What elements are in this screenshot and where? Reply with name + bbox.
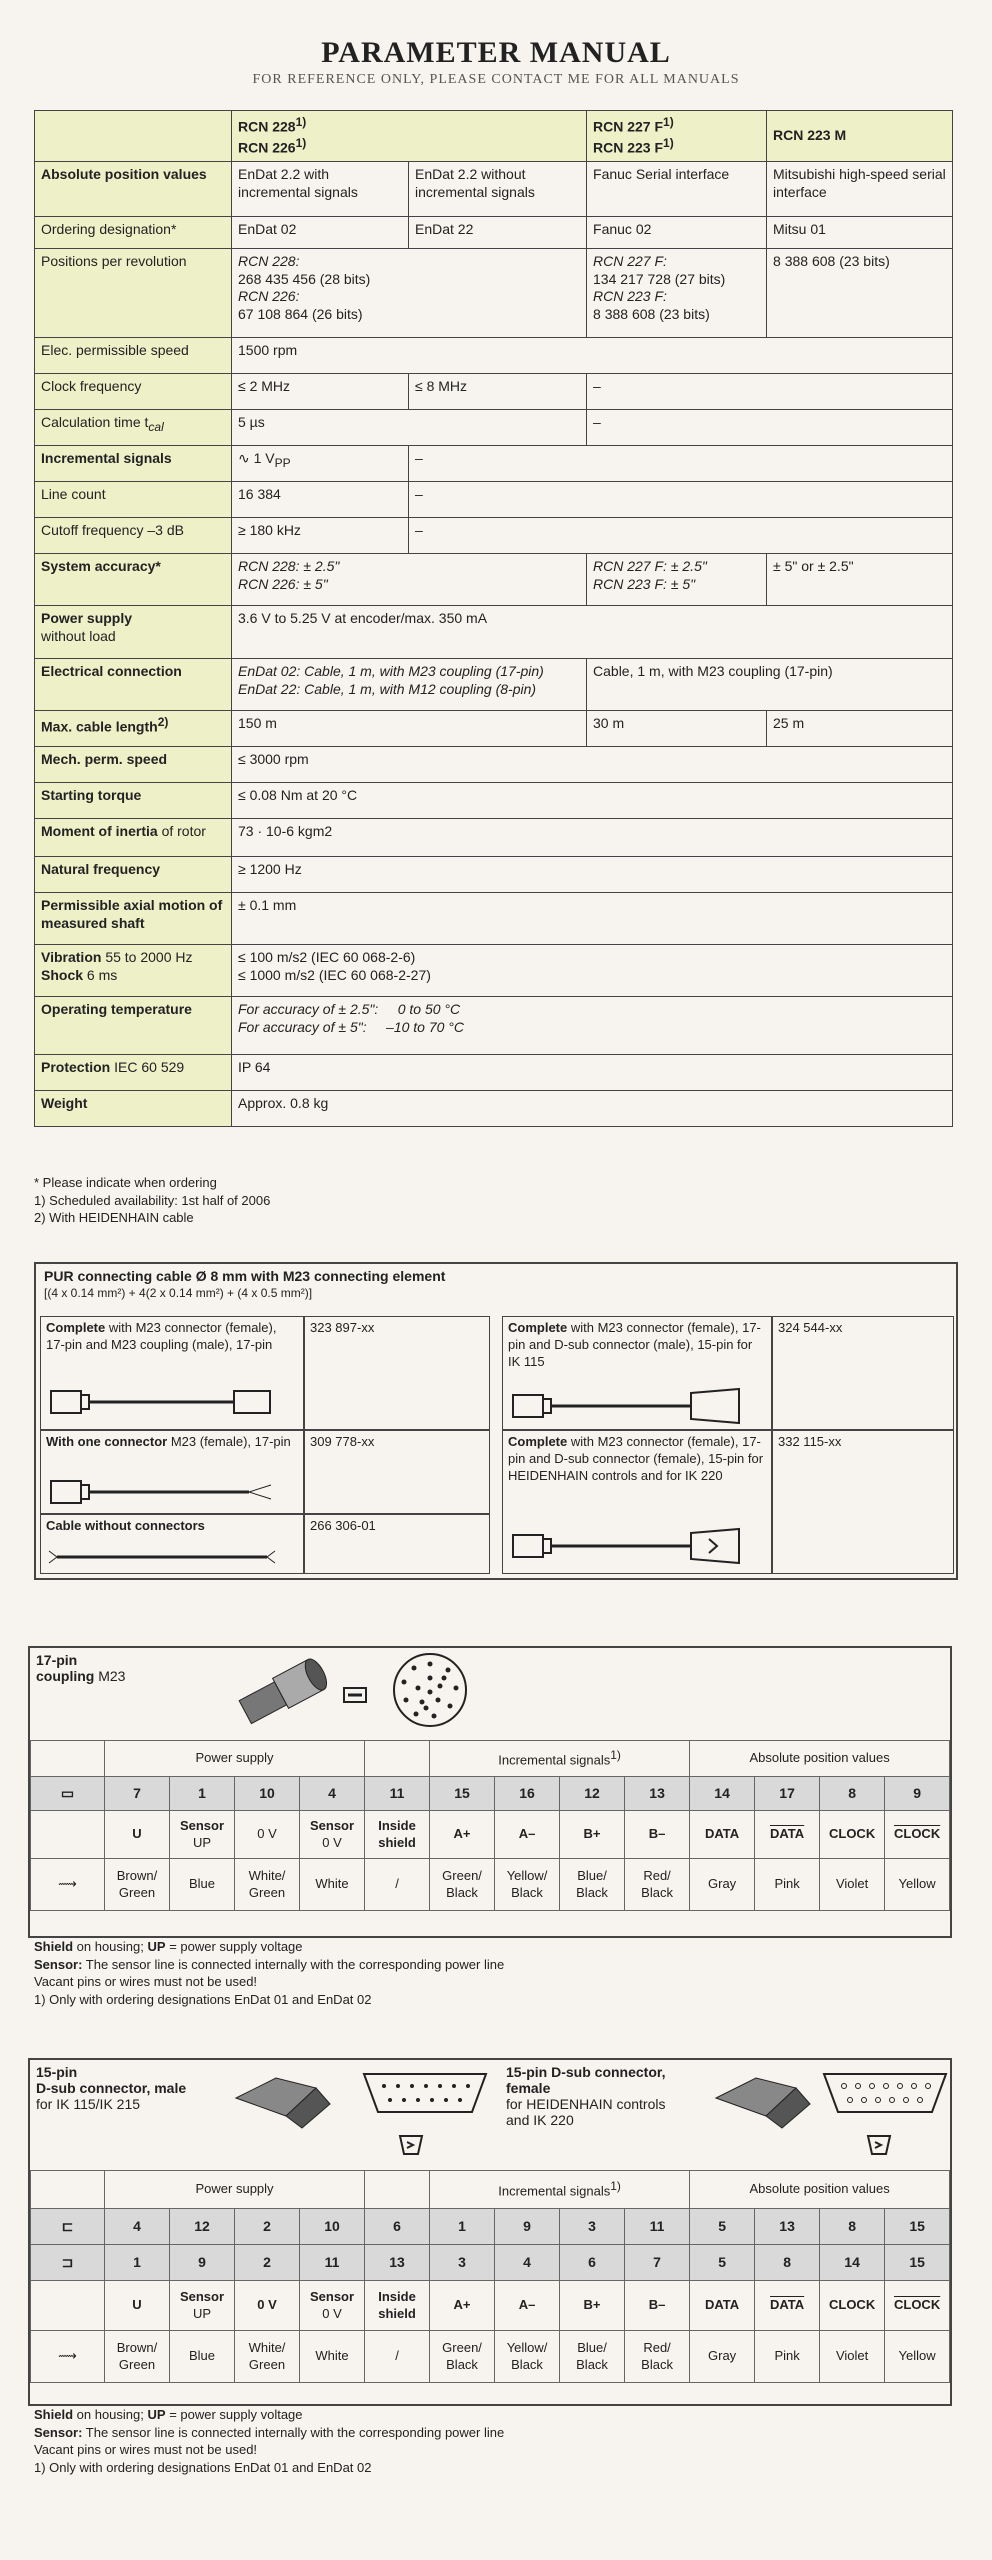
spec-row: Elec. permissible speed 1500 rpm	[35, 338, 953, 374]
coupling-row-icon: ▭	[31, 1777, 105, 1811]
pin15-table: Power supply Incremental signals$^{1)}$ Absolute position values ⊏ 4 12 2 10 6 1 9 3 11 5 13 8 15 ⊐ 1 9 2 11 13 3 4 6 7 5 8 14 15 U Sensor UP 0 V Sensor 0 V Inside shield A+ A– B+ B– DATA DATA CLOCK CLOCK ⟿ Brown/ Green Blue White/ Green White / Green/ Black Yellow/ Black Blue/ Black Red/ Black Gray Pink Violet Yellow	[30, 2170, 950, 2383]
cable-m23-coupling-icon	[49, 1385, 279, 1419]
cable-item: Complete with M23 connector (female), 17-pin and M23 coupling (male), 17-pin	[40, 1316, 304, 1430]
cable-dsub-male-icon	[511, 1387, 751, 1425]
cable-spec: [(4 x 0.14 mm²) + 4(2 x 0.14 mm²) + (4 x 0.5 mm²)]	[44, 1286, 313, 1300]
cable-wire-icon: ⟿	[31, 1859, 105, 1911]
pin-layout-icon	[390, 1650, 470, 1730]
dsub-male-symbol-icon	[398, 2134, 424, 2156]
cable-item: Complete with M23 connector (female), 17-pin and D-sub connector (male), 15-pin for IK 115	[502, 1316, 772, 1430]
coupling-symbol-icon	[342, 1686, 368, 1704]
spec-row: Max. cable length$^{2)}$ 150 m 30 m 25 m	[35, 711, 953, 747]
m23-coupling-image	[230, 1656, 340, 1726]
dsub-female-row-icon: ⊐	[31, 2245, 105, 2281]
spec-row: Absolute position values EnDat 2.2 with incremental signals EnDat 2.2 without incremental signals Fanuc Serial interface Mitsubishi high-speed serial interface	[35, 162, 953, 217]
header-rcn228: RCN 228$^{1)}$ RCN 226$^{1)}$	[232, 111, 587, 162]
spec-row: Calculation time $t_{cal}$ 5 µs –	[35, 410, 953, 446]
cable-one-connector-icon	[49, 1475, 279, 1509]
cable-title: PUR connecting cable Ø 8 mm with M23 connecting element	[44, 1268, 446, 1284]
spec-row: Moment of inertia of rotor 73 · 10-6 kgm2	[35, 819, 953, 857]
dsub-male-image	[226, 2068, 346, 2132]
spec-row: Electrical connection EnDat 02: Cable, 1 m, with M23 coupling (17-pin) EnDat 22: Cable, 1 m, with M12 coupling (8-pin) Cable, 1 m, with M23 coupling (17-pin)	[35, 659, 953, 711]
dsub-female-pin-layout-icon	[820, 2068, 950, 2118]
spec-row: Weight Approx. 0.8 kg	[35, 1091, 953, 1127]
pin15-footnotes: Shield on housing; UP = power supply voltage Sensor: The sensor line is connected internally with the corresponding power line Vacant pins or wires must not be used! 1) Only with ordering designations EnDat 01 and EnDat 02	[34, 2407, 505, 2475]
spec-header-row	[35, 111, 953, 162]
dsub-male-row-icon: ⊏	[31, 2209, 105, 2245]
spec-row: Mech. perm. speed ≤ 3000 rpm	[35, 747, 953, 783]
sine-wave-icon: ∿	[238, 450, 254, 467]
pin15-section: 15-pin D-sub connector, male for IK 115/IK 215 15-pin D-sub connector, female for HEIDENHAIN controls and IK 220 Power supply Incremental signals$^{1)}$ Absolute position values ⊏ 4 12 2 10 6 1 9 3 11 5 13 8 15 ⊐ 1 9 2 11 13 3 4 6 7 5 8 14 15 U Sensor UP 0 V Sensor 0 V Inside shield A+ A– B+ B– DATA DATA CLOCK CLOCK ⟿ Brown/ Green Blue White/ Green White / Green/ Black Yellow/ Black Blue/ Black Red/ Black Gray Pink Violet Yellow	[28, 2058, 952, 2406]
spec-row: Operating temperature For accuracy of ± 2.5": 0 to 50 °C For accuracy of ± 5": –10 to 70 °C	[35, 997, 953, 1055]
cable-dsub-female-icon	[511, 1527, 751, 1565]
dsub-female-symbol-icon	[866, 2134, 892, 2156]
spec-row: Clock frequency ≤ 2 MHz ≤ 8 MHz –	[35, 374, 953, 410]
spec-row: Protection IEC 60 529 IP 64	[35, 1055, 953, 1091]
page-subtitle: FOR REFERENCE ONLY, PLEASE CONTACT ME FOR ALL MANUALS	[252, 72, 740, 87]
dsub-female-image	[706, 2068, 826, 2132]
spec-row: Ordering designation* EnDat 02 EnDat 22 Fanuc 02 Mitsu 01	[35, 217, 953, 249]
page-title: PARAMETER MANUAL	[321, 36, 671, 69]
spec-row: Positions per revolution RCN 228: 268 435 456 (28 bits) RCN 226: 67 108 864 (26 bits) RCN 227 F: 134 217 728 (27 bits) RCN 223 F: 8 388 608 (23 bits) 8 388 608 (23 bits)	[35, 249, 953, 338]
dsub-male-pin-layout-icon	[360, 2068, 490, 2118]
header-rcn227f: RCN 227 $F^{1)}$ RCN 223 $F^{1)}$	[587, 111, 767, 162]
spec-row: Vibration 55 to 2000 Hz Shock 6 ms ≤ 100 m/s2 (IEC 60 068-2-6) ≤ 1000 m/s2 (IEC 60 068-2-27)	[35, 945, 953, 997]
spec-row: Power supply without load 3.6 V to 5.25 V at encoder/max. 350 mA	[35, 606, 953, 659]
spec-row: Natural frequency ≥ 1200 Hz	[35, 857, 953, 893]
cable-wire-icon: ⟿	[31, 2331, 105, 2383]
spec-row: Incremental signals ∿ 1 $V_{PP}$ –	[35, 446, 953, 482]
spec-row: System accuracy* RCN 228: ± 2.5" RCN 226: ± 5" RCN 227 F: ± 2.5" RCN 223 F: ± 5" ± 5" or ± 2.5"	[35, 554, 953, 606]
cable-item: With one connector M23 (female), 17-pin	[40, 1430, 304, 1514]
spec-row: Permissible axial motion of measured shaft ± 0.1 mm	[35, 893, 953, 945]
header-rcn223m: RCN 223 M	[767, 111, 953, 162]
spec-table	[34, 110, 953, 1127]
pin17-table: Power supply Incremental signals$^{1)}$ Absolute position values ▭ 7 1 10 4 11 15 16 12 13 14 17 8 9 U Sensor UP 0 V Sensor 0 V Inside shield A+ A– B+ B– DATA DATA CLOCK CLOCK ⟿ Brown/ Green Blue White/ Green White / Green/ Black Yellow/ Black Blue/ Black Red/ Black Gray Pink Violet Yellow	[30, 1740, 950, 1911]
cable-item: Cable without connectors	[40, 1514, 304, 1574]
bare-cable-icon	[47, 1547, 277, 1567]
spec-row: Starting torque ≤ 0.08 Nm at 20 °C	[35, 783, 953, 819]
spec-notes: * Please indicate when ordering 1) Scheduled availability: 1st half of 2006 2) With HEIDENHAIN cable	[34, 1175, 271, 1226]
spec-row: Cutoff frequency –3 dB ≥ 180 kHz –	[35, 518, 953, 554]
pin17-section: 17-pin coupling M23 Power supply Incremental signals$^{1)}$ Absolute position values ▭ 7 1 10 4 11 15 16 12 13 14 17 8 9 U Sensor UP 0 V Sensor 0 V Inside shield A+ A– B+ B– DATA DATA CLOCK CLOCK ⟿ Brown/ Green Blue White/ Green White / Green/ Black Yellow/ Black Blue/ Black Red/ Black Gray Pink Violet Yellow	[28, 1646, 952, 1938]
pin17-footnotes: Shield on housing; UP = power supply voltage Sensor: The sensor line is connected internally with the corresponding power line Vacant pins or wires must not be used! 1) Only with ordering designations EnDat 01 and EnDat 02	[34, 1939, 505, 2007]
cable-section: PUR connecting cable Ø 8 mm with M23 connecting element [(4 x 0.14 mm²) + 4(2 x 0.14 mm²) + (4 x 0.5 mm²)] Complete with M23 connector (female), 17-pin and M23 coupling (male), 17-pin 323 897-xx With one connector M23 (female), 17-pin 309 778-xx Cable without connectors 266 306-01 Complete with M23 connector (female), 17-pin and D-sub connector (male), 15-pin for IK 115 324 544-xx Complete with M23 connector (female), 17-pin and D-sub connector (female), 15-pin for HEIDENHAIN controls and for IK 220 332 115-xx	[34, 1262, 958, 1580]
spec-row: Line count 16 384 –	[35, 482, 953, 518]
cable-item: Complete with M23 connector (female), 17-pin and D-sub connector (female), 15-pin for HEIDENHAIN controls and for IK 220	[502, 1430, 772, 1574]
